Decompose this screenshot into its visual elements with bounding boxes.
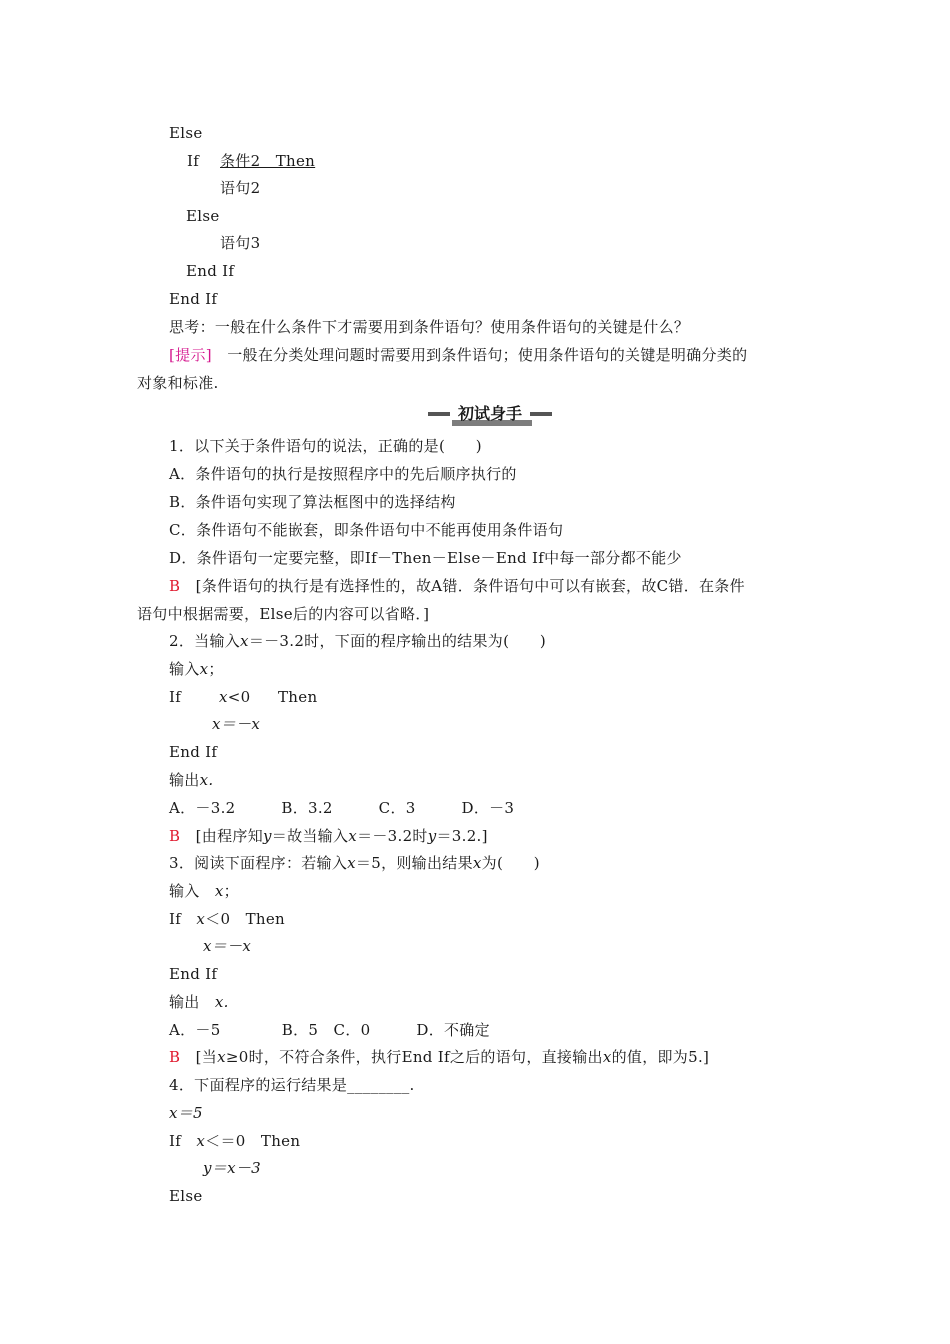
q3-end-if: End If	[169, 965, 218, 983]
q4-if-line: If x＜＝0 Then	[169, 1132, 301, 1150]
code-else-2: Else	[186, 207, 220, 225]
q1-option-a: A．条件语句的执行是按照程序中的先后顺序执行的	[169, 465, 517, 483]
q4-stem: 4．下面程序的运行结果是________.	[169, 1076, 415, 1094]
q3-input: 输入 x；	[169, 882, 239, 900]
banner-bar-left	[428, 412, 450, 416]
q3-assign: x＝－x	[203, 937, 252, 955]
hint-text-1: 一般在分类处理问题时需要用到条件语句；使用条件语句的关键是明确分类的	[227, 346, 748, 364]
hint-tag: [提示]	[169, 346, 212, 364]
q3-stem: 3．阅读下面程序：若输入x＝5，则输出结果x为( )	[169, 854, 540, 872]
q1-explain-1: [条件语句的执行是有选择性的，故A错．条件语句中可以有嵌套，故C错．在条件	[195, 577, 745, 595]
code-statement-3: 语句3	[220, 234, 261, 252]
code-end-if-inner: End If	[186, 262, 235, 280]
q2-if-keyword: If	[169, 688, 182, 706]
q3-answer: B	[169, 1048, 181, 1066]
q2-explain: B [由程序知y＝故当输入x＝－3.2时y＝3.2.]	[169, 827, 488, 845]
q2-answer: B	[169, 827, 181, 845]
banner-title: 初试身手	[457, 404, 522, 423]
q2-stem: 2．当输入x＝－3.2时，下面的程序输出的结果为( )	[169, 632, 546, 650]
hint-line-2: 对象和标准.	[137, 374, 219, 392]
q1-answer: B	[169, 577, 181, 595]
q1-explain-line-2: 语句中根据需要，Else后的内容可以省略．]	[137, 605, 430, 623]
q1-option-d: D．条件语句一定要完整，即If－Then－Else－End If中每一部分都不能少	[169, 549, 682, 567]
code-end-if-outer: End If	[169, 290, 218, 308]
q1-option-b: B．条件语句实现了算法框图中的选择结构	[169, 493, 456, 511]
q2-input: 输入x；	[169, 660, 224, 678]
q2-then-keyword: Then	[278, 688, 318, 706]
q3-output: 输出 x.	[169, 993, 229, 1011]
q1-explain-line-1	[169, 576, 745, 596]
q2-output: 输出x.	[169, 771, 214, 789]
q2-end-if: End If	[169, 743, 218, 761]
q2-options: A．－3.2 B．3.2 C．3 D．－3	[169, 799, 515, 817]
q4-assign: y＝x－3	[203, 1159, 261, 1177]
code-if-2-keyword: If	[187, 152, 200, 170]
q4-line-1: x＝5	[169, 1104, 203, 1122]
q3-explain: B [当x≥0时，不符合条件，执行End If之后的语句，直接输出x的值，即为5.]	[169, 1048, 710, 1066]
q4-else: Else	[169, 1187, 203, 1205]
code-statement-2: 语句2	[220, 179, 261, 197]
hint-line-1	[169, 345, 747, 365]
q2-assign: x＝－x	[212, 715, 261, 733]
q3-if-line: If x＜0 Then	[169, 910, 286, 928]
q3-options: A．－5 B．5 C．0 D．不确定	[169, 1021, 490, 1039]
section-banner	[428, 402, 552, 426]
banner-bar-right	[530, 412, 552, 416]
code-if-2-condition: 条件2 Then	[220, 152, 316, 170]
q2-if-condition: x<0	[219, 688, 251, 706]
q1-stem: 1．以下关于条件语句的说法，正确的是( )	[169, 437, 482, 455]
think-question: 思考：一般在什么条件下才需要用到条件语句？使用条件语句的关键是什么？	[169, 318, 690, 336]
q1-option-c: C．条件语句不能嵌套，即条件语句中不能再使用条件语句	[169, 521, 564, 539]
code-else-1: Else	[169, 124, 203, 142]
